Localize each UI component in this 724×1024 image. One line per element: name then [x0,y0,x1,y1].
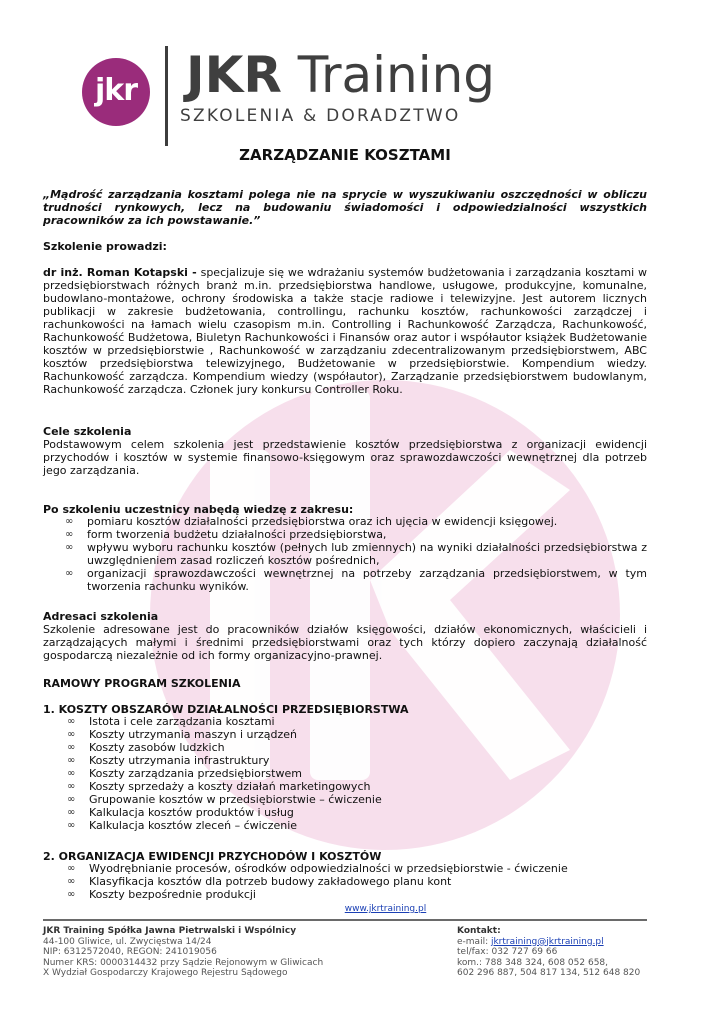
logo-subtitle: SZKOLENIA & DORADZTWO [180,106,461,126]
infinity-bullet-icon: ∞ [65,542,74,553]
logo-divider [165,46,168,146]
program-section-2-list [67,862,627,901]
list-item [65,567,647,593]
infinity-bullet-icon: ∞ [65,568,74,579]
list-item-text: pomiaru kosztów działalności przedsiębiorstwa oraz ich ujęcia w ewidencji księgowej. [87,515,558,528]
motto-quote: „Mądrość zarządzania kosztami polega nie na sprycie w wyszukiwaniu oszczędności w obliczu trudności rynkowych, lecz na budowaniu świadomości i odpowiedzialności wszystkich pracowników za ich powstawanie.” [43,188,647,227]
infinity-bullet-icon: ∞ [67,863,76,874]
infinity-bullet-icon: ∞ [67,742,76,753]
list-item [67,715,627,728]
footer-divider [43,919,647,921]
website-link[interactable]: www.jkrtraining.pl [344,904,427,914]
list-item-text: form tworzenia budżetu działalności przedsiębiorstwa, [87,528,387,541]
list-item-text: Klasyfikacja kosztów dla potrzeb budowy zakładowego planu kont [89,875,452,888]
infinity-bullet-icon: ∞ [67,794,76,805]
page-title: ZARZĄDZANIE KOSZTAMI [239,146,451,164]
footer-email-label: e-mail: [457,936,491,947]
list-item [67,780,627,793]
infinity-bullet-icon: ∞ [67,889,76,900]
footer-company-info [43,926,443,979]
trainer-bio [43,266,647,396]
footer-nip: NIP: 6312572040, REGON: 241019056 [43,947,217,958]
list-item [67,728,627,741]
footer-court: X Wydział Gospodarczy Krajowego Rejestru Sądowego [43,968,288,979]
footer-address: 44-100 Gliwice, ul. Zwycięstwa 14/24 [43,936,212,947]
logo-title [186,48,495,102]
list-item [67,862,627,875]
infinity-bullet-icon: ∞ [67,820,76,831]
list-item-text: Koszty sprzedaży a koszty działań marketingowych [89,780,371,793]
infinity-bullet-icon: ∞ [67,755,76,766]
audience-heading: Adresaci szkolenia [43,610,159,623]
footer-mobile-1: kom.: 788 348 324, 608 052 658, [457,957,609,968]
list-item-text: Koszty bezpośrednie produkcji [89,888,256,901]
footer-krs: Numer KRS: 0000314432 przy Sądzie Rejonowym w Gliwicach [43,957,324,968]
footer-email-link[interactable]: jkrtraining@jkrtraining.pl [490,936,604,947]
program-section-title: 2. ORGANIZACJA EWIDENCJI PRZYCHODÓW I KOSZTÓW [43,850,382,863]
audience-text: Szkolenie adresowane jest do pracowników działów księgowości, działów ekonomicznych, właścicieli i zarządzających małymi i średnimi przedsiębiorstwami oraz tych którzy dopiero zaczynają działalność gospodarczą niezależnie od ich formy organizacyjno-prawnej. [43,623,647,662]
goals-text: Podstawowym celem szkolenia jest przedstawienie kosztów przedsiębiorstwa z organizacji ewidencji przychodów i kosztów w systemie finansowo-księgowym oraz sprawozdawczości wewnętrznej dla potrzeb jego zarządzania. [43,438,647,477]
infinity-bullet-icon: ∞ [67,716,76,727]
logo-monogram: jkr [82,58,150,126]
list-item [65,528,647,541]
footer-phone: tel/fax: 032 727 69 66 [457,947,558,958]
program-section-title: 1. KOSZTY OBSZARÓW DZIAŁALNOŚCI PRZEDSIĘBIORSTWA [43,703,409,716]
knowledge-list [65,515,647,593]
list-item-text: Koszty zarządzania przedsiębiorstwem [89,767,302,780]
infinity-bullet-icon: ∞ [65,516,74,527]
list-item [67,741,627,754]
trainer-name: dr inż. Roman Kotapski - [43,266,197,279]
infinity-bullet-icon: ∞ [67,876,76,887]
program-heading: RAMOWY PROGRAM SZKOLENIA [43,677,241,690]
footer-company-name: JKR Training Spółka Jawna Pietrwalski i Wspólnicy [43,926,297,936]
logo-title-rest: Training [281,46,496,104]
infinity-bullet-icon: ∞ [67,729,76,740]
goals-heading: Cele szkolenia [43,425,132,438]
footer-contact-heading: Kontakt: [457,926,501,936]
list-item [67,793,627,806]
list-item-text: Grupowanie kosztów w przedsiębiorstwie – ćwiczenie [89,793,382,806]
list-item [67,875,627,888]
list-item-text: organizacji sprawozdawczości wewnętrznej na potrzeby zarządzania przedsiębiorstwem, w tym tworzenia rachunku wyników. [87,567,647,593]
infinity-bullet-icon: ∞ [67,807,76,818]
list-item [67,767,627,780]
list-item [65,541,647,567]
list-item [67,888,627,901]
infinity-bullet-icon: ∞ [65,529,74,540]
list-item [67,754,627,767]
list-item-text: wpływu wyboru rachunku kosztów (pełnych lub zmiennych) na wyniki działalności przedsiębiorstwa z uwzględnieniem zasad rozliczeń kosztów pośrednich, [87,541,647,567]
list-item [65,515,647,528]
footer-mobile-2: 602 296 887, 504 817 134, 512 648 820 [457,968,641,979]
trainer-heading: Szkolenie prowadzi: [43,240,167,253]
footer-email-line [457,937,647,948]
knowledge-heading: Po szkoleniu uczestnicy nabędą wiedzę z zakresu: [43,503,354,516]
list-item-text: Wyodrębnianie procesów, ośrodków odpowiedzialności w przedsiębiorstwie - ćwiczenie [89,862,568,875]
list-item [67,806,627,819]
infinity-bullet-icon: ∞ [67,781,76,792]
list-item-text: Koszty zasobów ludzkich [89,741,225,754]
company-logo [38,28,626,146]
list-item-text: Koszty utrzymania infrastruktury [89,754,270,767]
logo-title-bold: JKR [186,46,282,104]
program-section-1-list [67,715,627,832]
list-item-text: Koszty utrzymania maszyn i urządzeń [89,728,298,741]
footer-contact [457,926,647,979]
list-item-text: Istota i cele zarządzania kosztami [89,715,275,728]
list-item-text: Kalkulacja kosztów produktów i usług [89,806,294,819]
trainer-bio-text: specjalizuje się we wdrażaniu systemów budżetowania i zarządzania kosztami w przedsiębiorstwach różnych branż m.in. przedsiębiorstwa handlowe, usługowe, produkcyjne, komunalne, budowlano-montażowe, ochrony środowiska a także stacje radiowe i telewizyjne. Jest autorem licznych publikacji w zakresie budżetowania, controllingu, rachunku kosztów, rachunkowości zarządczej i rachunkowości na łamach wielu czasopism m.in. Controlling i Rachunkowość Zarządcza, Rachunkowość, Rachunkowość Budżetowa, Biuletyn Rachunkowości i Finansów oraz autor i współautor książek Budżetowanie kosztów w przedsiębiorstwie , Rachunkowość w zarządzaniu zdecentralizowanym przedsiębiorstwem, ABC kosztów przedsiębiorstwa telewizyjnego, Budżetowanie w przedsiębiorstwie. Kompendium wiedzy. Rachunkowość zarządcza. Kompendium wiedzy (współautor), Zarządzanie przedsiębiorstwem budowlanym, Rachunkowość zarządcza. Członek jury konkursu Controller Roku. [43,266,648,396]
infinity-bullet-icon: ∞ [67,768,76,779]
list-item-text: Kalkulacja kosztów zleceń – ćwiczenie [89,819,298,832]
list-item [67,819,627,832]
